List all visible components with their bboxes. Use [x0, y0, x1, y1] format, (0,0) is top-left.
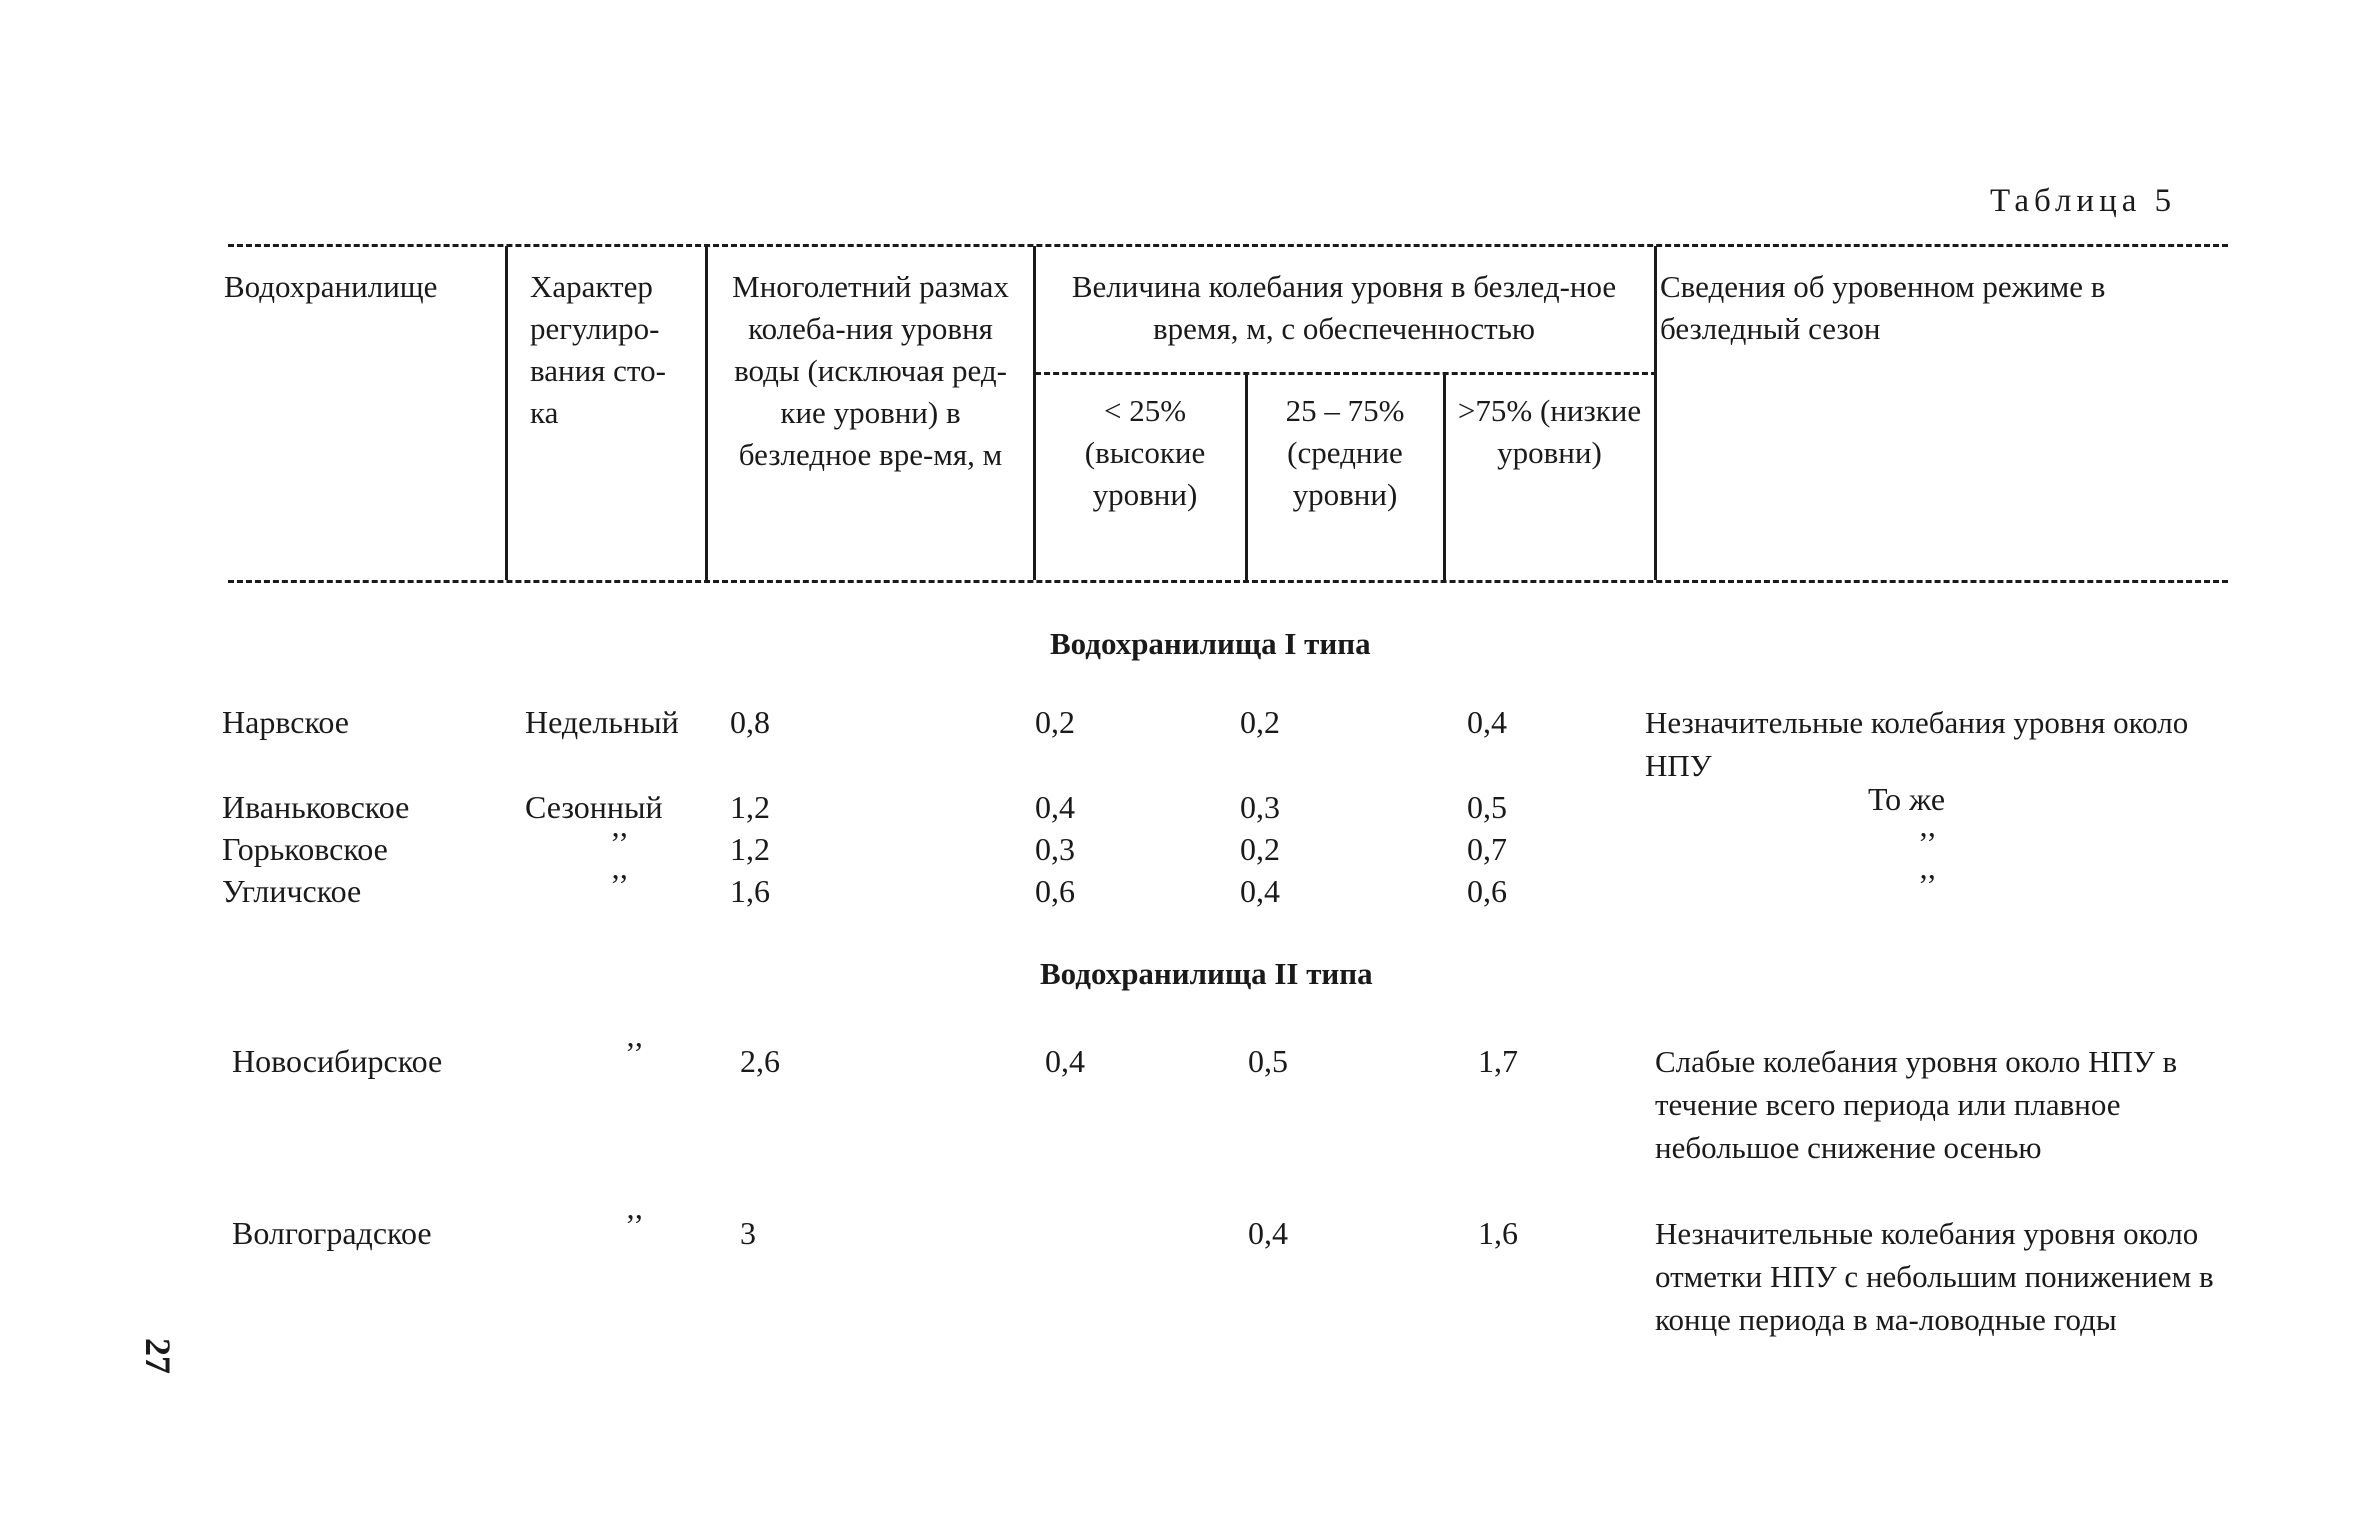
header-regulation: Характер регулиро-вания сто-ка	[530, 269, 666, 430]
regime-remark: Незначительные колебания уровня около отметки НПУ с небольшим понижением в конце периода в ма-ловодные годы	[1655, 1216, 2214, 1337]
reservoir-name: Нарвское	[222, 704, 349, 740]
table-top-rule	[228, 244, 2228, 247]
regime-remark: Незначительные колебания уровня около НПУ	[1645, 705, 2189, 783]
column-divider	[505, 246, 508, 580]
high-value: 0,4	[1035, 789, 1075, 825]
low-value: 0,7	[1467, 831, 1507, 867]
mid-value: 0,4	[1240, 873, 1280, 909]
column-divider	[705, 246, 708, 580]
subcolumn-divider	[1443, 374, 1446, 580]
regime-remark: ’’	[1918, 825, 1937, 861]
subcolumn-divider	[1245, 374, 1248, 580]
mid-value: 0,2	[1240, 704, 1280, 740]
table-header-bottom-rule	[228, 580, 2228, 583]
low-value: 0,6	[1467, 873, 1507, 909]
reservoir-name: Угличское	[222, 873, 362, 909]
header-reservoir: Водохранилище	[224, 269, 438, 304]
high-value: 0,4	[1045, 1043, 1085, 1079]
regulation-type: Недельный	[525, 704, 679, 740]
range-value: 1,2	[730, 789, 770, 825]
regulation-type: ’’	[625, 1207, 644, 1243]
column-divider	[1654, 246, 1657, 580]
regime-remark: ’’	[1918, 867, 1937, 903]
section-title-type1: Водохранилища I типа	[1050, 626, 1371, 661]
header-range: Многолетний размах колеба-ния уровня воды (исключая ред-кие уровни) в безледное вре-мя, м	[732, 269, 1009, 472]
page-number: 27	[138, 1338, 178, 1374]
mid-value: 0,5	[1248, 1043, 1288, 1079]
header-amplitude: Величина колебания уровня в безлед-ное время, м, с обеспеченностью	[1071, 269, 1617, 346]
low-value: 1,6	[1478, 1215, 1518, 1251]
regime-remark: Слабые колебания уровня около НПУ в течение всего периода или плавное небольшое снижение осенью	[1655, 1044, 2178, 1165]
table-caption: Таблица 5	[1990, 183, 2177, 219]
low-value: 0,5	[1467, 789, 1507, 825]
header-regime: Сведения об уровенном режиме в безледный сезон	[1660, 269, 2106, 346]
high-value: 0,2	[1035, 704, 1075, 740]
low-value: 0,4	[1467, 704, 1507, 740]
subheader-high: < 25% (высокие уровни)	[1084, 393, 1206, 512]
reservoir-name: Волгоградское	[232, 1215, 432, 1251]
regulation-type: ’’	[610, 825, 629, 861]
high-value: 0,6	[1035, 873, 1075, 909]
range-value: 1,6	[730, 873, 770, 909]
section-title-type2: Водохранилища II типа	[1040, 956, 1373, 991]
mid-value: 0,2	[1240, 831, 1280, 867]
regulation-type: ’’	[625, 1035, 644, 1071]
reservoir-name: Горьковское	[222, 831, 388, 867]
regulation-type: Сезонный	[525, 789, 663, 825]
low-value: 1,7	[1478, 1043, 1518, 1079]
high-value: 0,3	[1035, 831, 1075, 867]
reservoir-name: Новосибирское	[232, 1043, 443, 1079]
subheader-rule	[1035, 372, 1657, 375]
range-value: 0,8	[730, 704, 770, 740]
reservoir-name: Иваньковское	[222, 789, 410, 825]
regulation-type: ’’	[610, 867, 629, 903]
mid-value: 0,3	[1240, 789, 1280, 825]
mid-value: 0,4	[1248, 1215, 1288, 1251]
range-value: 3	[740, 1215, 756, 1251]
range-value: 1,2	[730, 831, 770, 867]
regime-remark: То же	[1868, 781, 1946, 817]
range-value: 2,6	[740, 1043, 780, 1079]
subheader-mid: 25 – 75% (средние уровни)	[1285, 393, 1405, 512]
subheader-low: >75% (низкие уровни)	[1457, 393, 1642, 470]
